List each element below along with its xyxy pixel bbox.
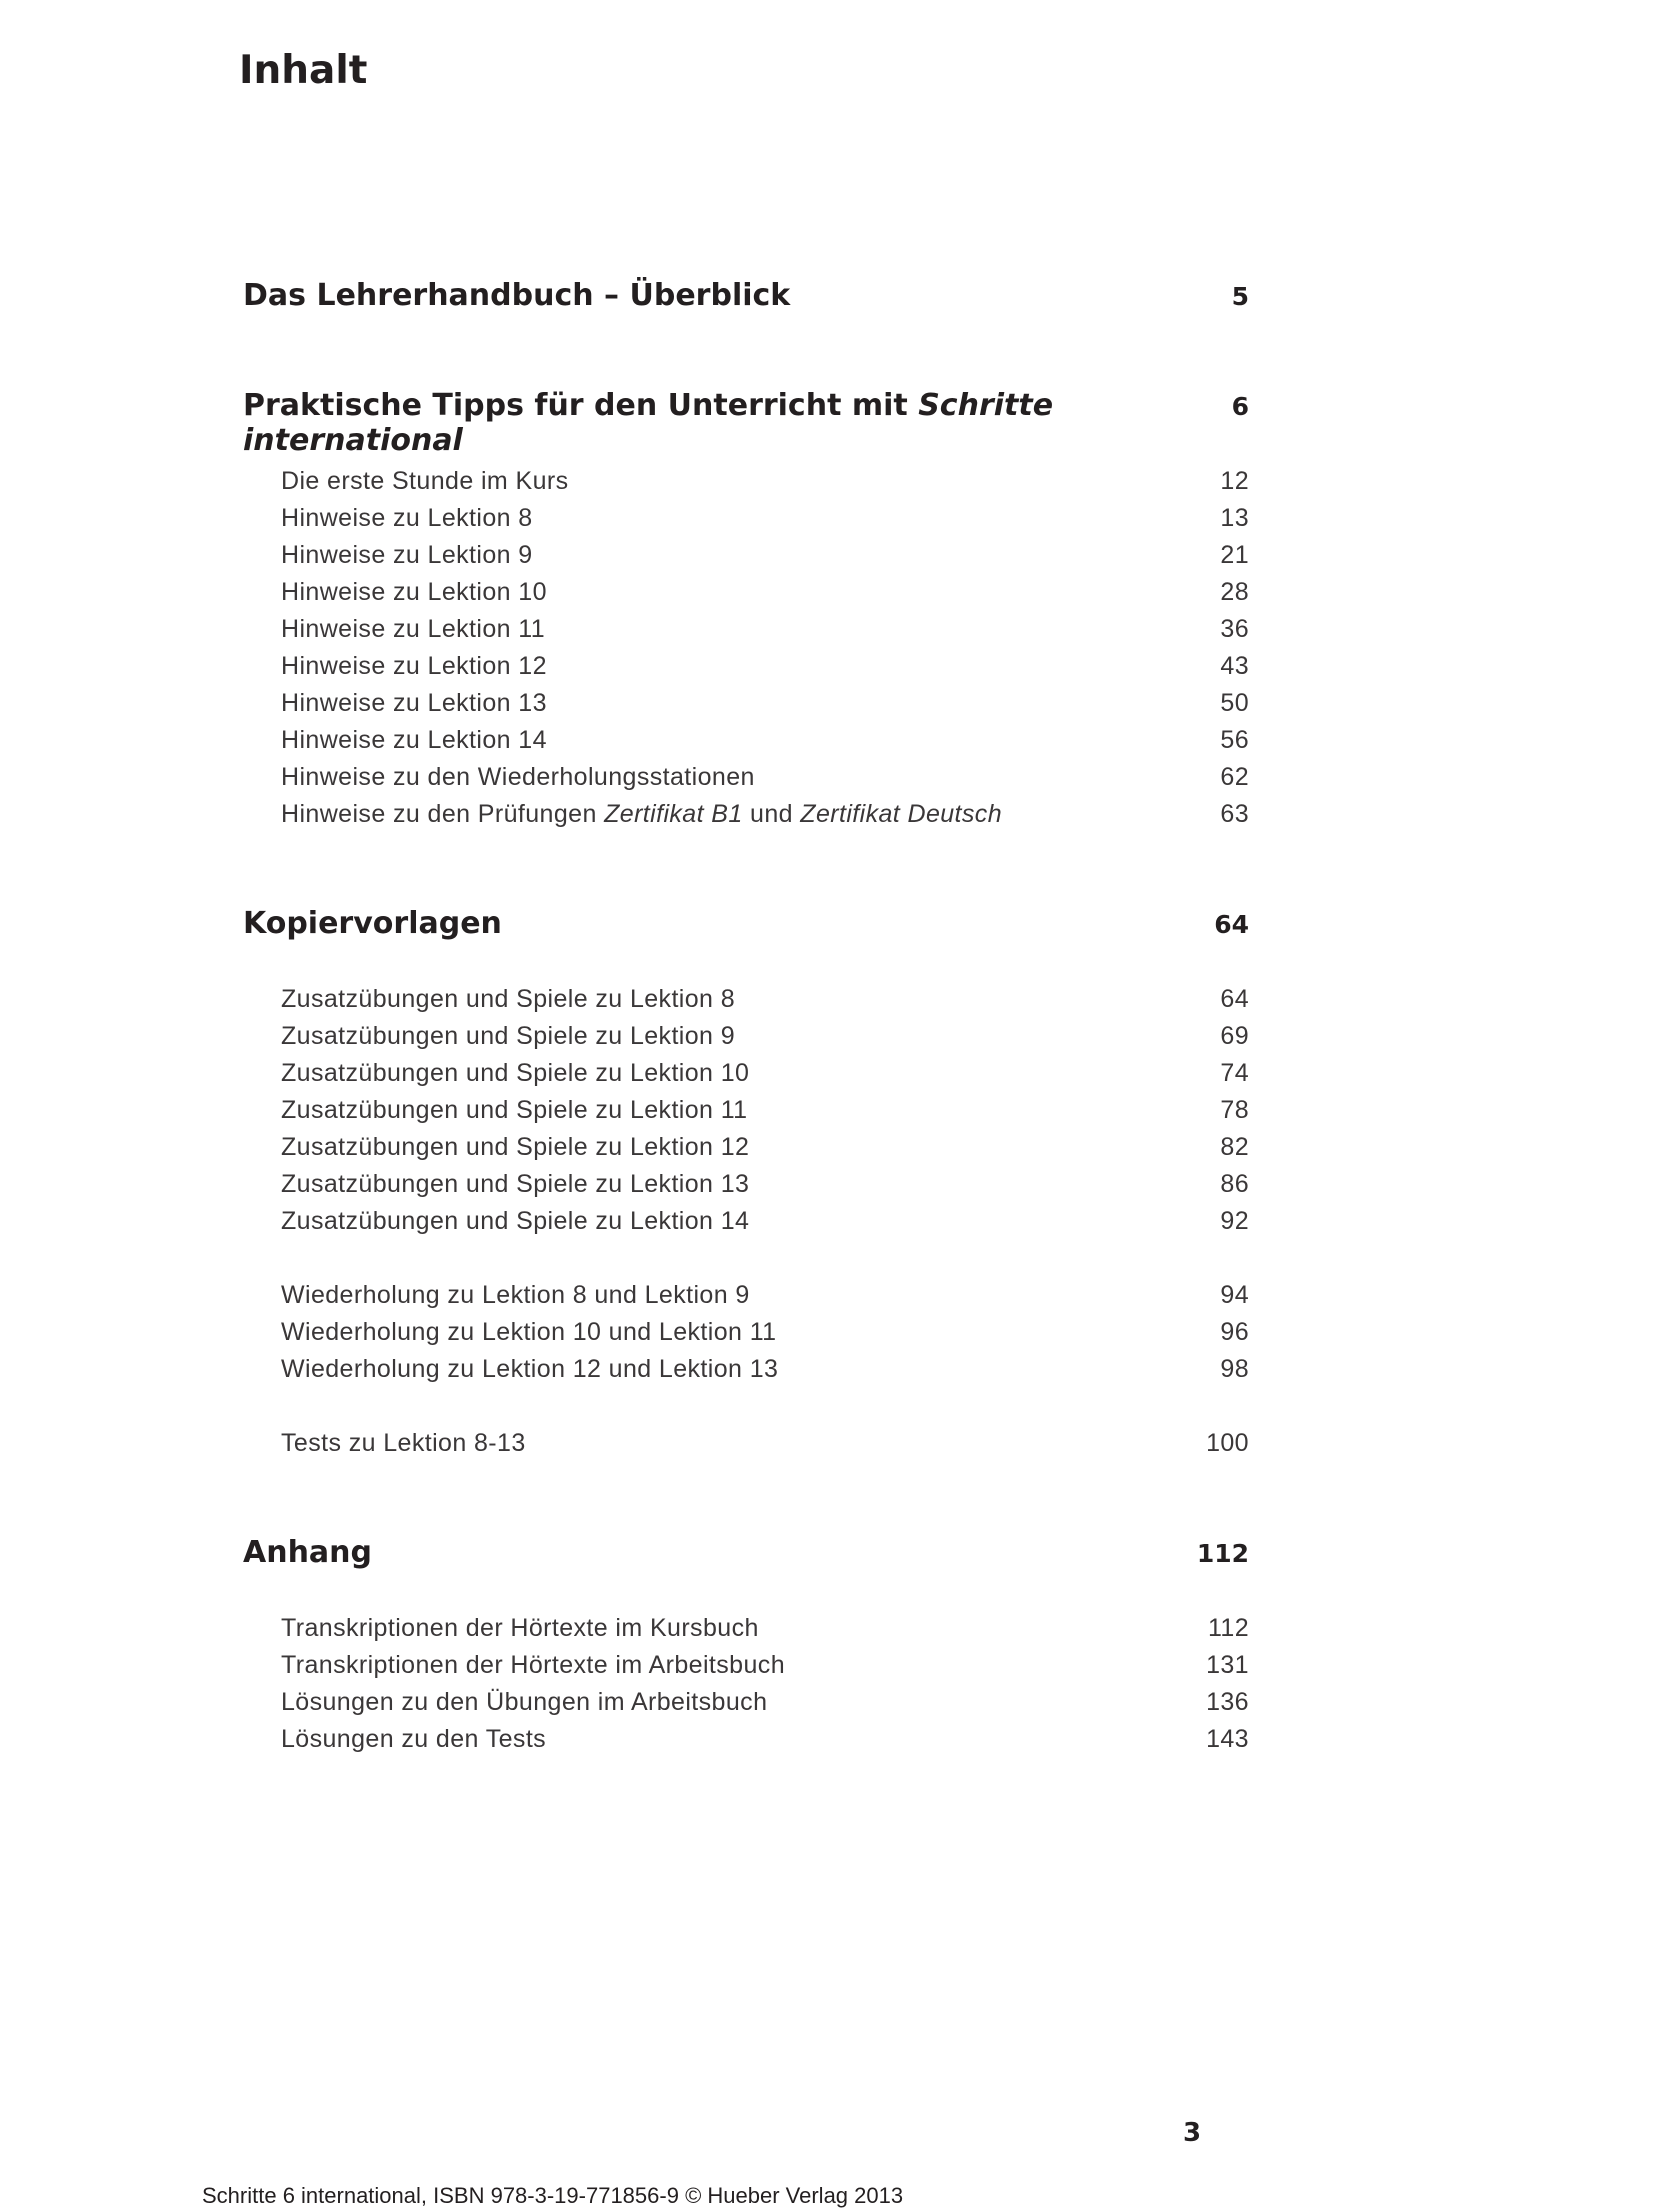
entry-page: 82 [1220, 1133, 1249, 1161]
toc-entry[interactable] [281, 1355, 1249, 1384]
entry-label: Hinweise zu den Prüfungen Zertifikat B1 und Zertifikat Deutsch [281, 800, 1003, 828]
entry-label: Lösungen zu den Übungen im Arbeitsbuch [281, 1688, 768, 1716]
section-title: Anhang [243, 1535, 373, 1570]
page-title: Inhalt [239, 48, 368, 93]
toc-entry[interactable] [281, 1614, 1249, 1643]
toc-section-heading[interactable] [243, 388, 1249, 458]
footer-copyright: Schritte 6 international, ISBN 978-3-19-771856-9 © Hueber Verlag 2013 [202, 2183, 904, 2208]
entry-label: Hinweise zu Lektion 12 [281, 652, 547, 680]
entry-label: Zusatzübungen und Spiele zu Lektion 11 [281, 1096, 748, 1124]
entry-page: 94 [1220, 1281, 1249, 1309]
entry-page: 131 [1206, 1651, 1249, 1679]
toc-entry[interactable] [281, 467, 1249, 496]
toc-entry[interactable] [281, 726, 1249, 755]
entry-label: Hinweise zu Lektion 11 [281, 615, 546, 643]
entry-label: Hinweise zu den Wiederholungsstationen [281, 763, 755, 791]
entry-page: 143 [1206, 1725, 1249, 1753]
entry-page: 136 [1206, 1688, 1249, 1716]
entry-page: 64 [1220, 985, 1249, 1013]
entry-label: Hinweise zu Lektion 14 [281, 726, 547, 754]
toc-entry[interactable] [281, 1059, 1249, 1088]
toc-entry[interactable] [281, 763, 1249, 792]
entry-page: 62 [1220, 763, 1249, 791]
entry-page: 13 [1220, 504, 1249, 532]
entry-label: Zusatzübungen und Spiele zu Lektion 8 [281, 985, 736, 1013]
entry-label: Transkriptionen der Hörtexte im Kursbuch [281, 1614, 759, 1642]
entry-page: 74 [1220, 1059, 1249, 1087]
toc-section-heading[interactable] [243, 1535, 1249, 1570]
toc-entry[interactable] [281, 1725, 1249, 1754]
entry-label: Hinweise zu Lektion 10 [281, 578, 547, 606]
entry-label: Zusatzübungen und Spiele zu Lektion 12 [281, 1133, 750, 1161]
toc-entry[interactable] [281, 652, 1249, 681]
toc-entry[interactable] [281, 578, 1249, 607]
entry-label: Zusatzübungen und Spiele zu Lektion 9 [281, 1022, 736, 1050]
toc-entry[interactable] [281, 541, 1249, 570]
entry-label: Wiederholung zu Lektion 8 und Lektion 9 [281, 1281, 750, 1309]
toc-entry[interactable] [281, 615, 1249, 644]
section-title: Das Lehrerhandbuch – Überblick [243, 278, 791, 313]
entry-page: 78 [1220, 1096, 1249, 1124]
entry-label: Wiederholung zu Lektion 10 und Lektion 11 [281, 1318, 777, 1346]
section-page: 6 [1231, 392, 1249, 421]
section-title-italic: Schritte international [243, 388, 1054, 458]
toc-entry[interactable] [281, 800, 1249, 829]
page-number: 3 [1183, 2118, 1202, 2148]
toc-entry[interactable] [281, 1170, 1249, 1199]
entry-page: 69 [1220, 1022, 1249, 1050]
section-title: Kopiervorlagen [243, 906, 502, 941]
entry-page: 28 [1220, 578, 1249, 606]
toc-entry[interactable] [281, 1207, 1249, 1236]
entry-page: 112 [1207, 1614, 1249, 1642]
toc-entry[interactable] [281, 1133, 1249, 1162]
entry-label: Tests zu Lektion 8-13 [281, 1429, 526, 1457]
entry-label: Lösungen zu den Tests [281, 1725, 547, 1753]
entry-page: 21 [1220, 541, 1249, 569]
section-title: Praktische Tipps für den Unterricht mit Schritte international [243, 388, 1054, 458]
toc-entry[interactable] [281, 1318, 1249, 1347]
toc-entry[interactable] [281, 985, 1249, 1014]
entry-label: Transkriptionen der Hörtexte im Arbeitsbuch [281, 1651, 785, 1679]
entry-page: 63 [1220, 800, 1249, 828]
toc-section-heading[interactable] [243, 906, 1249, 941]
toc-entry[interactable] [281, 1429, 1249, 1458]
entry-label: Die erste Stunde im Kurs [281, 467, 569, 495]
toc-entry[interactable] [281, 1688, 1249, 1717]
toc-entry[interactable] [281, 1281, 1249, 1310]
entry-page: 43 [1220, 652, 1249, 680]
entry-label: Zusatzübungen und Spiele zu Lektion 10 [281, 1059, 750, 1087]
entry-page: 12 [1220, 467, 1249, 495]
entry-label: Hinweise zu Lektion 13 [281, 689, 547, 717]
entry-page: 86 [1220, 1170, 1249, 1198]
toc-entry[interactable] [281, 1022, 1249, 1051]
toc-entry[interactable] [281, 1096, 1249, 1125]
entry-page: 98 [1220, 1355, 1249, 1383]
entry-page: 92 [1220, 1207, 1249, 1235]
entry-page: 56 [1220, 726, 1249, 754]
entry-label: Zusatzübungen und Spiele zu Lektion 13 [281, 1170, 750, 1198]
toc-entry[interactable] [281, 504, 1249, 533]
entry-page: 50 [1220, 689, 1249, 717]
entry-label: Zusatzübungen und Spiele zu Lektion 14 [281, 1207, 750, 1235]
entry-label: Wiederholung zu Lektion 12 und Lektion 13 [281, 1355, 779, 1383]
entry-label: Hinweise zu Lektion 8 [281, 504, 533, 532]
toc-entry[interactable] [281, 1651, 1249, 1680]
entry-page: 100 [1206, 1429, 1249, 1457]
entry-label: Hinweise zu Lektion 9 [281, 541, 533, 569]
section-page: 5 [1231, 282, 1249, 311]
toc-entry[interactable] [281, 689, 1249, 718]
entry-page: 36 [1220, 615, 1249, 643]
entry-page: 96 [1220, 1318, 1249, 1346]
section-page: 64 [1214, 910, 1249, 939]
section-page: 112 [1196, 1539, 1249, 1568]
toc-section-heading[interactable] [243, 278, 1249, 313]
